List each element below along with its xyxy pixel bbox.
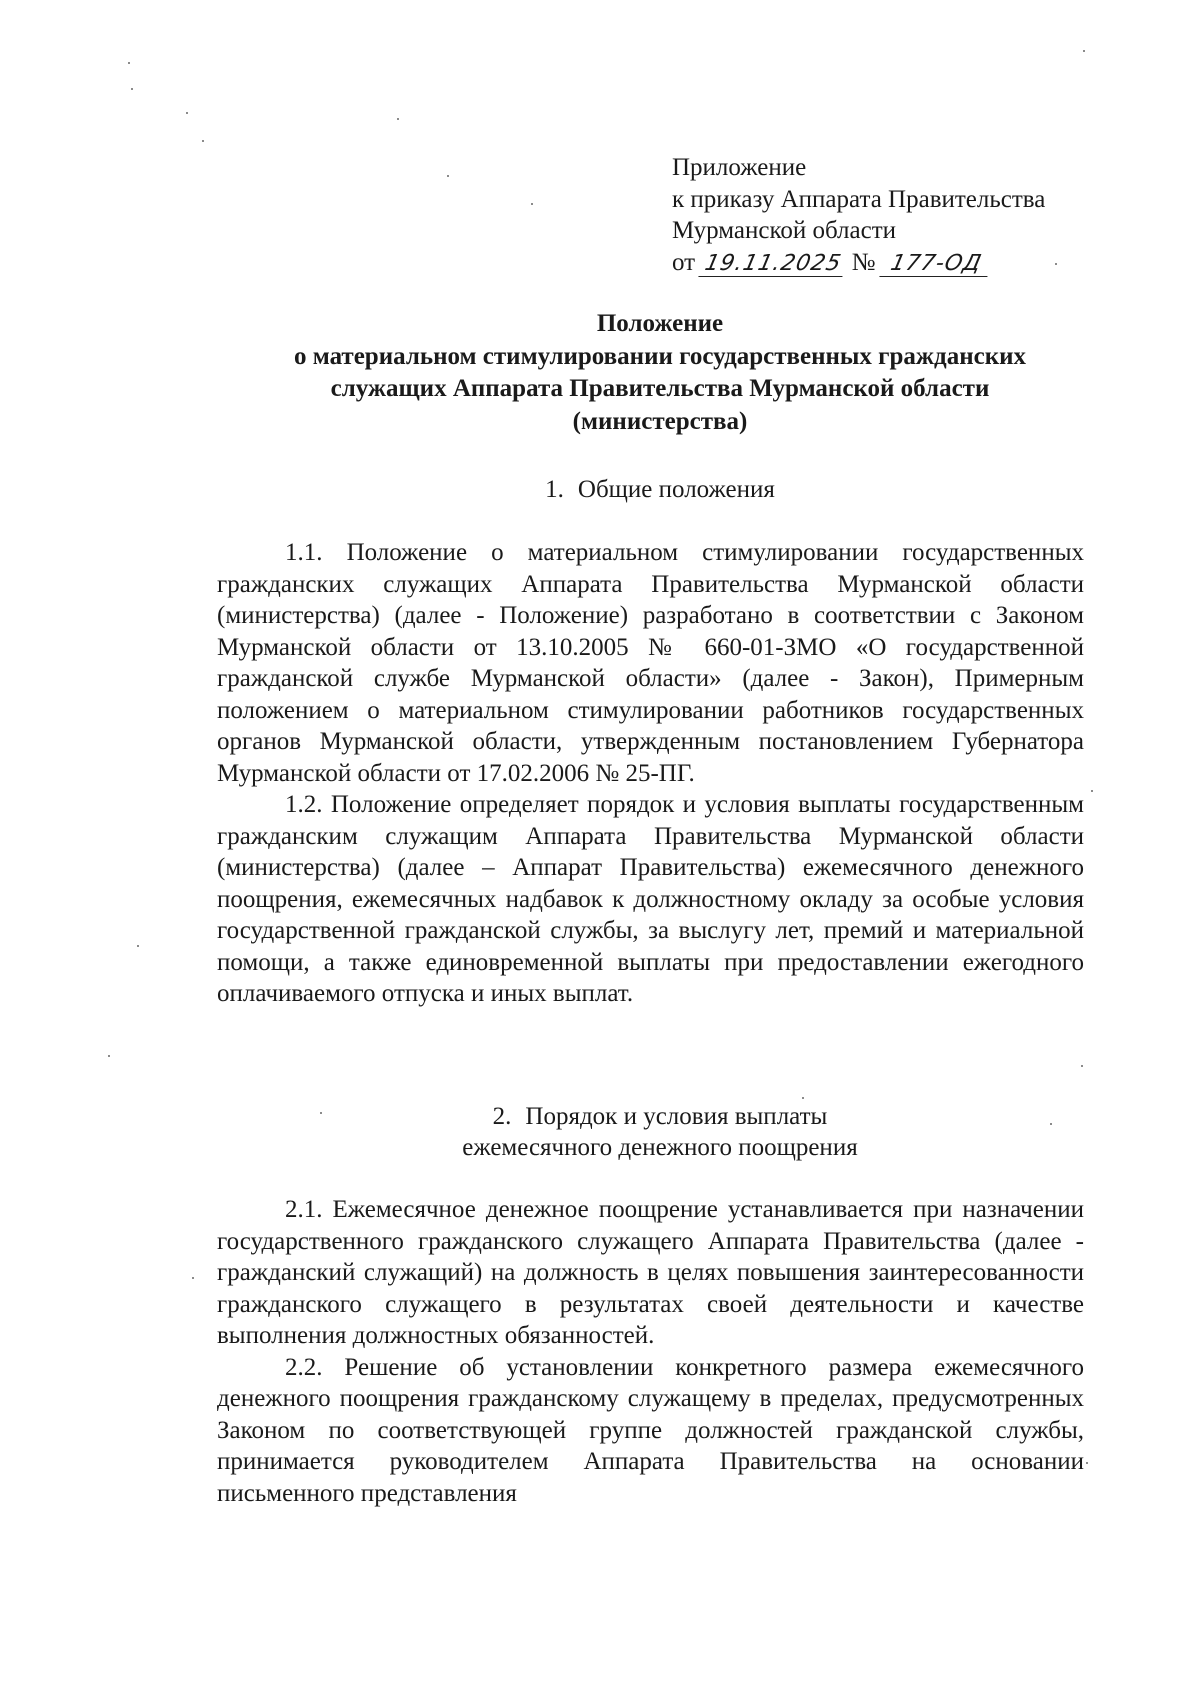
section-1-number: 1. bbox=[545, 476, 564, 503]
section-2-number: 2. bbox=[492, 1103, 512, 1130]
scan-speck bbox=[1081, 1065, 1083, 1067]
paragraph-1-1: 1.1. Положение о материальном стимулировании государственных гражданских служащих Аппарата Правительства Мурманской области (министерства) (далее - Положение) разработано в соответствии с Законом Мурманской области от 13.10.2005 № 660-01-ЗМО «О государственной гражданской службе Мурманской области» (далее - Закон), Примерным положением о материальном стимулировании работников государственных органов Мурманской области, утвержденным постановлением Губернатора Мурманской области от 17.02.2006 № 25-ПГ. bbox=[217, 539, 1084, 787]
paragraph-2-1: 2.1. Ежемесячное денежное поощрение устанавливается при назначении государственного гражданского служащего Аппарата Правительства (далее - гражданский служащий) на должность в целях повышения заинтересованности гражданского служащего в результатах своей деятельности и качестве выполнения должностных обязанностей. bbox=[217, 1196, 1084, 1349]
title-line-1: Положение bbox=[596, 310, 724, 337]
scan-speck bbox=[447, 175, 449, 177]
appendix-region: Мурманской области bbox=[672, 217, 897, 244]
scan-speck bbox=[128, 62, 130, 64]
scan-speck bbox=[1091, 790, 1093, 792]
date-prefix: от bbox=[672, 248, 696, 276]
handwritten-order-number: 177-ОД bbox=[879, 252, 992, 277]
section-2-heading bbox=[200, 1101, 1120, 1163]
scan-speck bbox=[397, 118, 399, 120]
scan-speck bbox=[1086, 1462, 1088, 1464]
paragraph-2-2: 2.2. Решение об установлении конкретного размера ежемесячного денежного поощрения гражданскому служащему в пределах, предусмотренных Законом по соответствующей группе должностей гражданской службы, принимается руководителем Аппарата Правительства на основании письменного представления bbox=[217, 1353, 1084, 1507]
scan-speck bbox=[1055, 263, 1057, 265]
scan-speck bbox=[531, 203, 533, 205]
appendix-date-number bbox=[672, 247, 1045, 279]
scan-speck bbox=[802, 1097, 804, 1099]
scan-speck bbox=[186, 112, 188, 114]
scan-speck bbox=[131, 88, 133, 90]
document-title bbox=[180, 308, 1140, 438]
section-2-body bbox=[217, 1194, 1084, 1509]
scan-speck bbox=[137, 945, 139, 947]
scan-speck bbox=[202, 140, 204, 142]
title-line-4: (министерства) bbox=[572, 407, 748, 435]
section-1-body bbox=[217, 537, 1084, 1010]
title-line-2: о материальном стимулировании государственных гражданских bbox=[293, 342, 1027, 370]
title-line-3: служащих Аппарата Правительства Мурманской области bbox=[330, 375, 990, 402]
section-1-title: Общие положения bbox=[577, 476, 775, 503]
paragraph-1-2: 1.2. Положение определяет порядок и условия выплаты государственным гражданским служащим Аппарата Правительства Мурманской области (министерства) (далее – Аппарат Правительства) ежемесячного денежного поощрения, ежемесячных надбавок к должностному окладу за особые условия государственной гражданской службы, за выслугу лет, премий и материальной помощи, а также единовременной выплаты при предоставлении ежегодного оплачиваемого отпуска и иных выплат. bbox=[217, 791, 1084, 1007]
appendix-label: Приложение bbox=[672, 154, 807, 181]
section-2-title-line-2: ежемесячного денежного поощрения bbox=[462, 1134, 858, 1161]
section-2-title-line-1: Порядок и условия выплаты bbox=[525, 1103, 828, 1130]
handwritten-date: 19.11.2025 bbox=[699, 252, 848, 277]
section-1-heading bbox=[200, 474, 1120, 505]
number-sign: № bbox=[851, 248, 876, 276]
appendix-reference bbox=[672, 152, 1045, 278]
appendix-order-ref: к приказу Аппарата Правительства bbox=[672, 185, 1046, 213]
scan-speck bbox=[108, 1055, 110, 1057]
scan-speck bbox=[192, 1277, 194, 1279]
scan-speck bbox=[1083, 50, 1085, 52]
